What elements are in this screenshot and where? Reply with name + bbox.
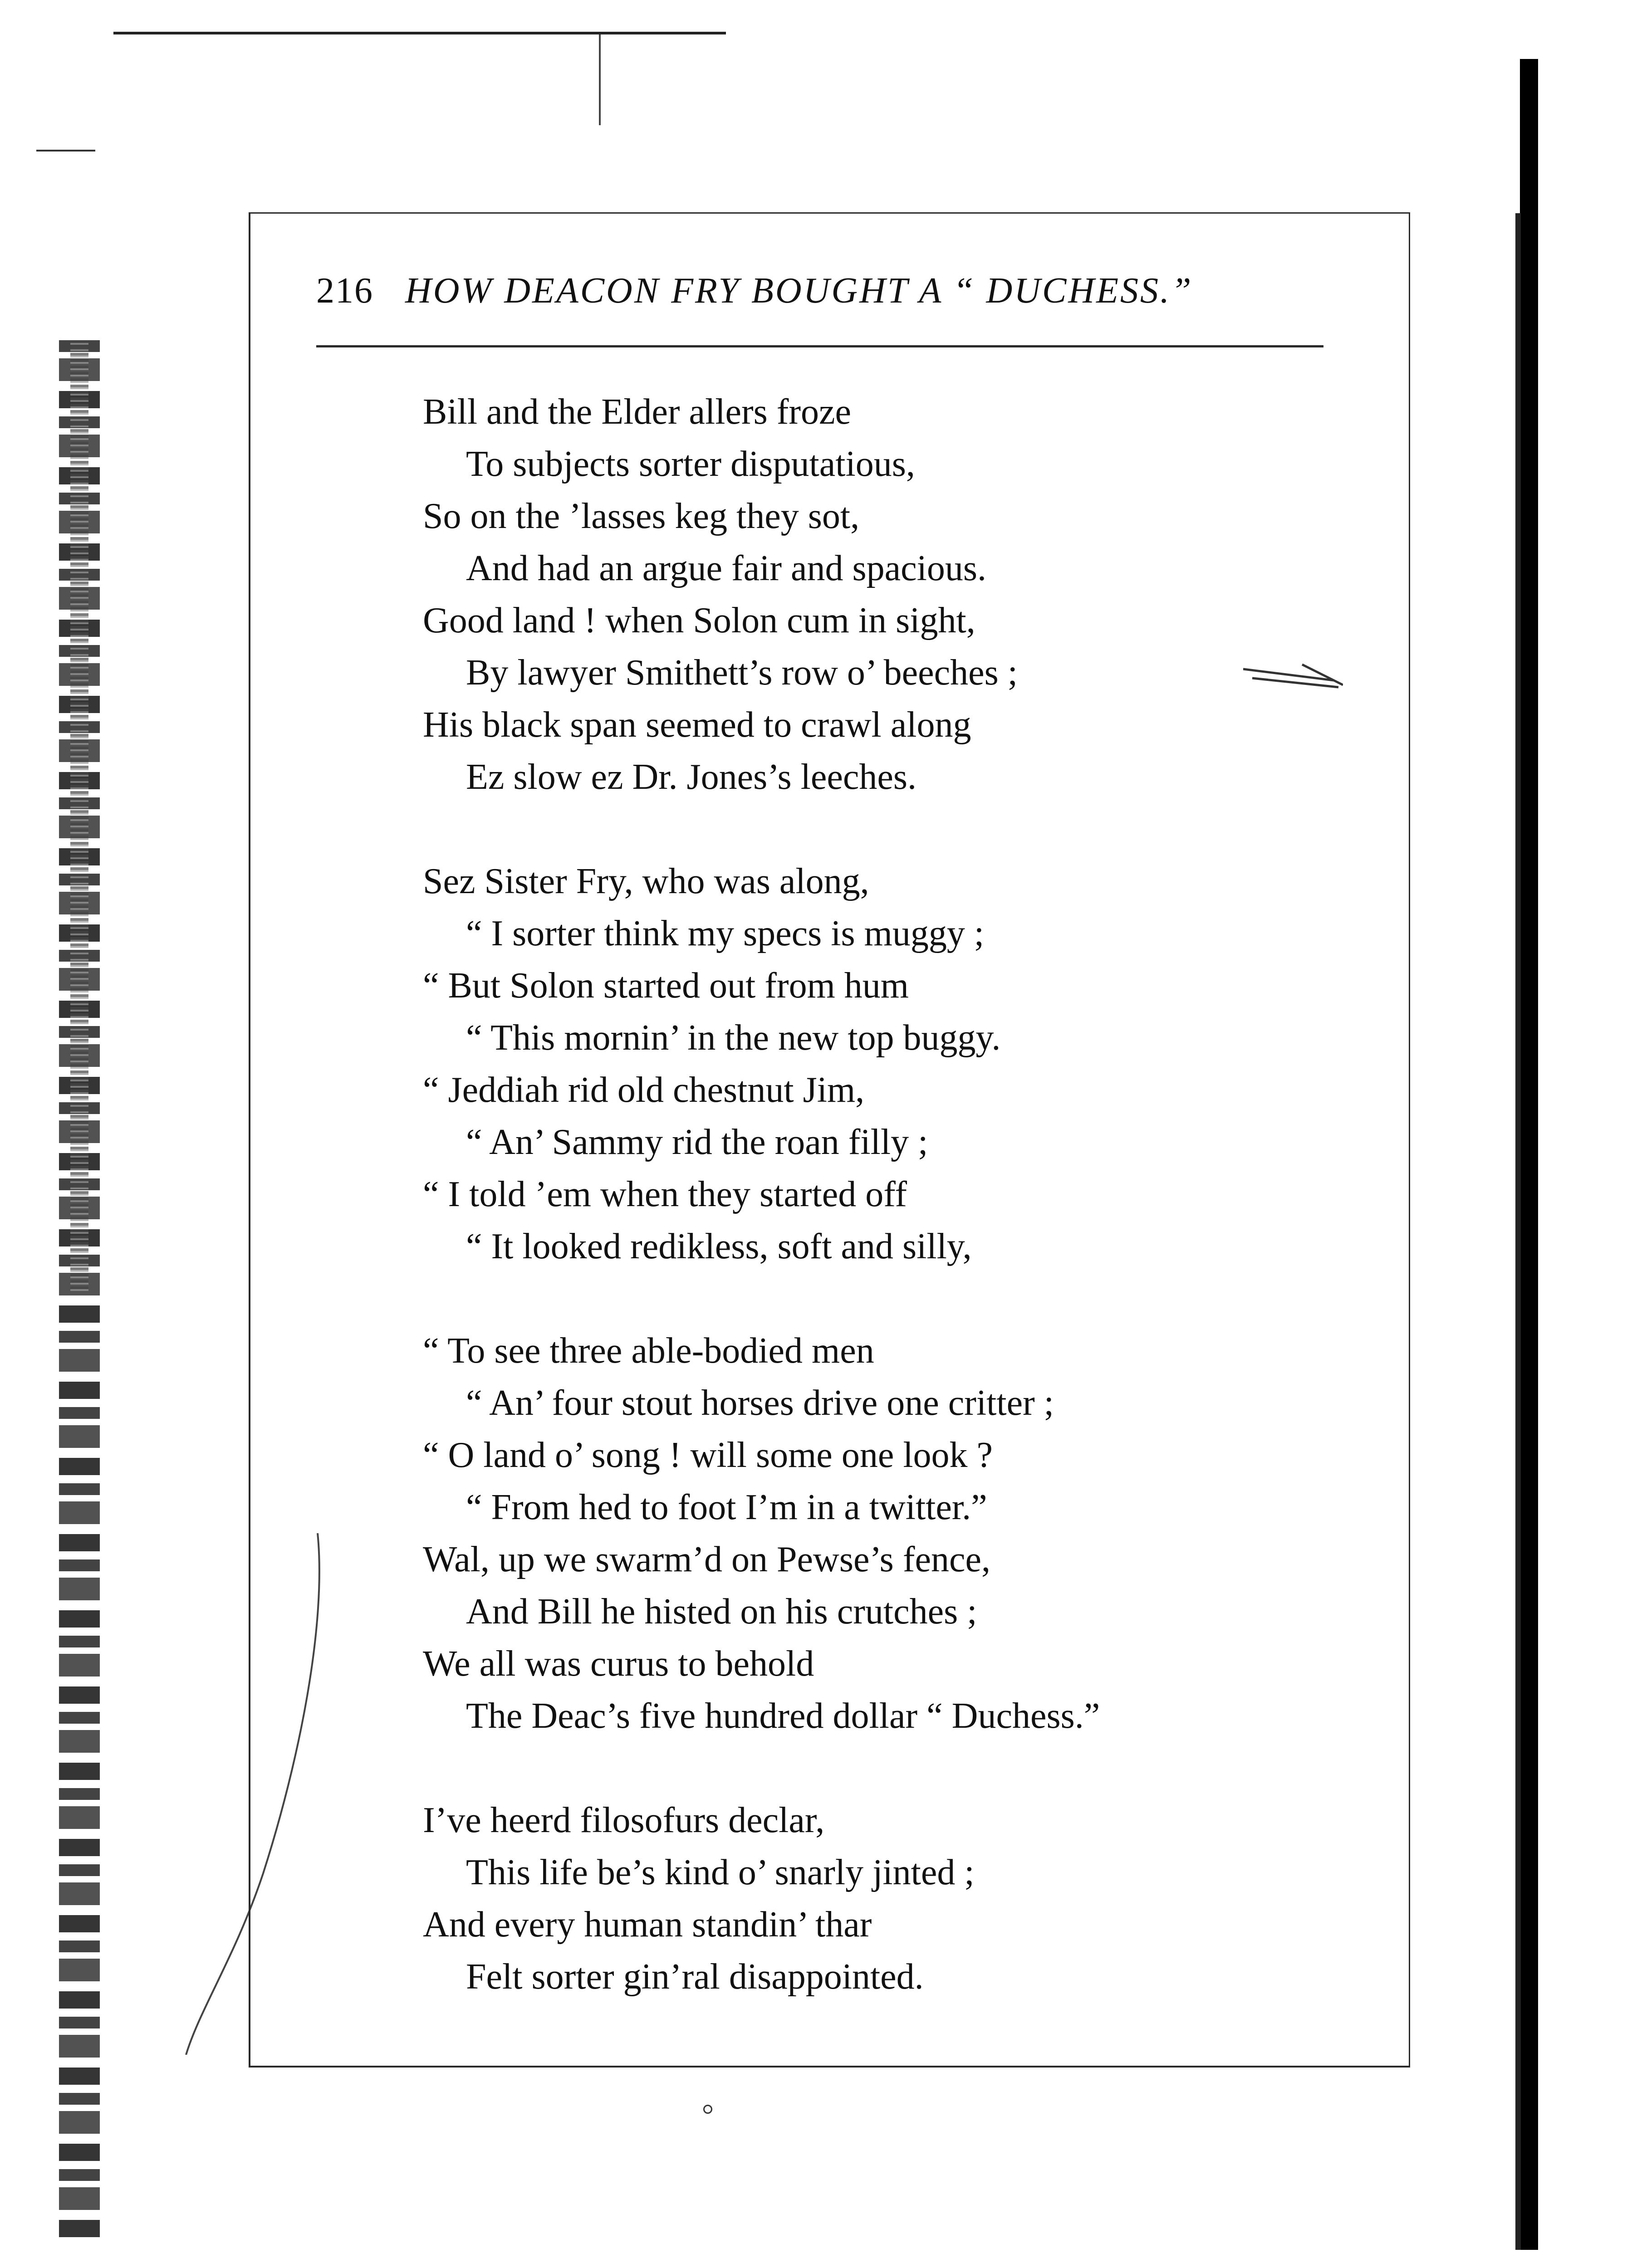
scan-speck bbox=[703, 2105, 712, 2114]
poem-line: And Bill he histed on his crutches ; bbox=[466, 1592, 977, 1632]
poem-line: The Deac’s five hundred dollar “ Duchess.” bbox=[466, 1696, 1100, 1736]
scan-right-edge bbox=[1520, 59, 1538, 2250]
scan-top-rule bbox=[113, 32, 726, 34]
poem-line: Sez Sister Fry, who was along, bbox=[423, 861, 869, 901]
scan-right-edge-thin bbox=[1515, 213, 1521, 2250]
poem-line: So on the ’lasses keg they sot, bbox=[423, 496, 860, 536]
poem-line: By lawyer Smithett’s row o’ beeches ; bbox=[466, 653, 1018, 693]
stanza bbox=[423, 855, 1285, 1273]
poem-line: “ This mornin’ in the new top buggy. bbox=[466, 1018, 1001, 1058]
poem-line: Wal, up we swarm’d on Pewse’s fence, bbox=[423, 1540, 990, 1579]
poem-line: Felt sorter gin’ral disappointed. bbox=[466, 1957, 924, 1997]
poem-line: “ An’ four stout horses drive one critter ; bbox=[466, 1383, 1054, 1423]
scan-left-edge-texture bbox=[70, 340, 88, 1293]
page-frame bbox=[249, 212, 1410, 2068]
poem-line: And had an argue fair and spacious. bbox=[466, 548, 987, 588]
poem-line: “ It looked redikless, soft and silly, bbox=[466, 1227, 972, 1266]
poem-line: “ O land o’ song ! will some one look ? bbox=[423, 1435, 993, 1475]
header-rule bbox=[316, 345, 1323, 347]
poem-line: This life be’s kind o’ snarly jinted ; bbox=[466, 1853, 975, 1892]
stanza bbox=[423, 1794, 1285, 2003]
poem-line: “ From hed to foot I’m in a twitter.” bbox=[466, 1487, 987, 1527]
stanza bbox=[423, 1325, 1285, 1742]
running-title: HOW DEACON FRY BOUGHT A “ DUCHESS.” bbox=[405, 271, 1193, 311]
poem-line: And every human standin’ thar bbox=[423, 1905, 872, 1945]
poem-line: Good land ! when Solon cum in sight, bbox=[423, 601, 975, 640]
scan-top-rule-dash bbox=[649, 32, 726, 34]
poem-line: Ez slow ez Dr. Jones’s leeches. bbox=[466, 757, 917, 797]
poem-line: “ I told ’em when they started off bbox=[423, 1174, 907, 1214]
poem-line: To subjects sorter disputatious, bbox=[466, 444, 915, 484]
poem-line: “ An’ Sammy rid the roan filly ; bbox=[466, 1122, 928, 1162]
page-number: 216 bbox=[316, 271, 373, 311]
scan-left-mark bbox=[36, 150, 95, 152]
poem-line: “ But Solon started out from hum bbox=[423, 966, 909, 1006]
scan-top-tick bbox=[599, 34, 601, 125]
page-header bbox=[316, 270, 1335, 334]
poem-line: “ Jeddiah rid old chestnut Jim, bbox=[423, 1070, 865, 1110]
poem-line: “ To see three able-bodied men bbox=[423, 1331, 874, 1371]
poem-line: We all was curus to behold bbox=[423, 1644, 814, 1684]
poem-line: His black span seemed to crawl along bbox=[423, 705, 971, 745]
poem-body bbox=[423, 386, 1285, 2055]
poem-line: I’ve heerd filosofurs declar, bbox=[423, 1800, 825, 1840]
stanza bbox=[423, 386, 1285, 803]
poem-line: Bill and the Elder allers froze bbox=[423, 392, 852, 432]
poem-line: “ I sorter think my specs is muggy ; bbox=[466, 914, 985, 953]
